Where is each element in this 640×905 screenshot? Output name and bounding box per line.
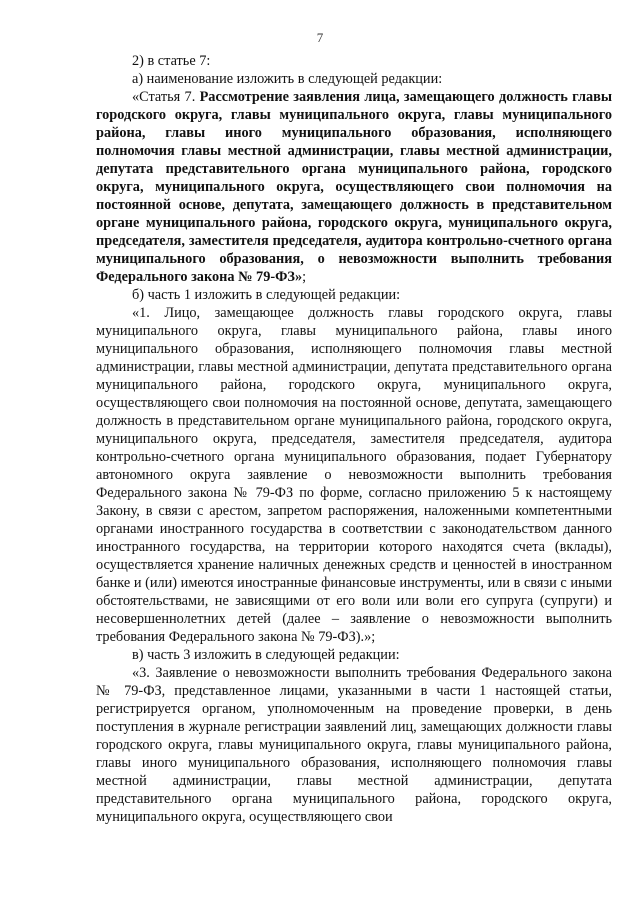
paragraph-part-1: «1. Лицо, замещающее должность главы городского округа, главы муниципального округа, главы муниципального района, главы иного муниципального образования, исполняющего полномочия главы местной администрации, главы местной администрации, депутата представительного органа муниципального района, городского округа, муниципального округа, осуществляющего свои полномочия на постоянной основе, депутата, замещающего должность в представительном органе муниципального района, городского округа, муниципального округа, председателя, заместителя председателя, аудитора контрольно-счетного органа муниципального образования, подает Губернатору автономного округа заявление о невозможности выполнить требования Федерального закона № 79-ФЗ по форме, согласно приложению 5 к настоящему Закону, в связи с арестом, запретом распоряжения, наложенными компетентными органами иностранного государства в соответствии с законодательством данного иностранного государства, на территории которого находятся счета (вклады), осуществляется хранение наличных денежных средств и ценностей в иностранном банке и (или) имеются иностранные финансовые инструменты, или в связи с иными обстоятельствами, не зависящими от его воли или воли его супруга (супруги) и несовершеннолетних детей (далее – заявление о невозможности выполнить требования Федерального закона № 79-ФЗ).»; <box>96 305 612 645</box>
document-body <box>96 52 612 826</box>
paragraph-item-2: 2) в статье 7: <box>132 53 211 69</box>
paragraph-item-a: а) наименование изложить в следующей редакции: <box>132 71 443 87</box>
article-suffix: ; <box>302 269 307 285</box>
paragraph-item-b: б) часть 1 изложить в следующей редакции: <box>132 287 401 303</box>
paragraph-item-c: в) часть 3 изложить в следующей редакции: <box>132 647 400 663</box>
paragraph-part-3: «3. Заявление о невозможности выполнить требования Федерального закона № 79-ФЗ, представленное лицами, указанными в части 1 настоящей статьи, регистрируется органом, уполномоченным на проведение проверки, в день поступления в журнале регистрации заявлений лиц, замещающих должности главы городского округа, главы муниципального округа, главы муниципального района, главы иного муниципального образования, исполняющего полномочия главы местной администрации, главы местной администрации, депутата представительного органа муниципального района, городского округа, муниципального округа, осуществляющего свои <box>96 665 612 825</box>
article-prefix: «Статья 7. <box>132 89 200 105</box>
paragraph-article-title <box>96 88 612 286</box>
page-number: 7 <box>316 30 324 45</box>
article-title-bold: Рассмотрение заявления лица, замещающего должность главы городского округа, главы муниципального округа, главы муниципального района, главы иного муниципального образования, исполняющего полномочия главы местной администрации, главы местной администрации, депутата представительного органа муниципального района, городского округа, муниципального округа, осуществляющего свои полномочия на постоянной основе, депутата, замещающего должность в представительном органе муниципального района, городского округа, муниципального округа, председателя, заместителя председателя, аудитора контрольно-счетного органа муниципального образования, о невозможности выполнить требования Федерального закона № 79-ФЗ» <box>96 89 612 285</box>
